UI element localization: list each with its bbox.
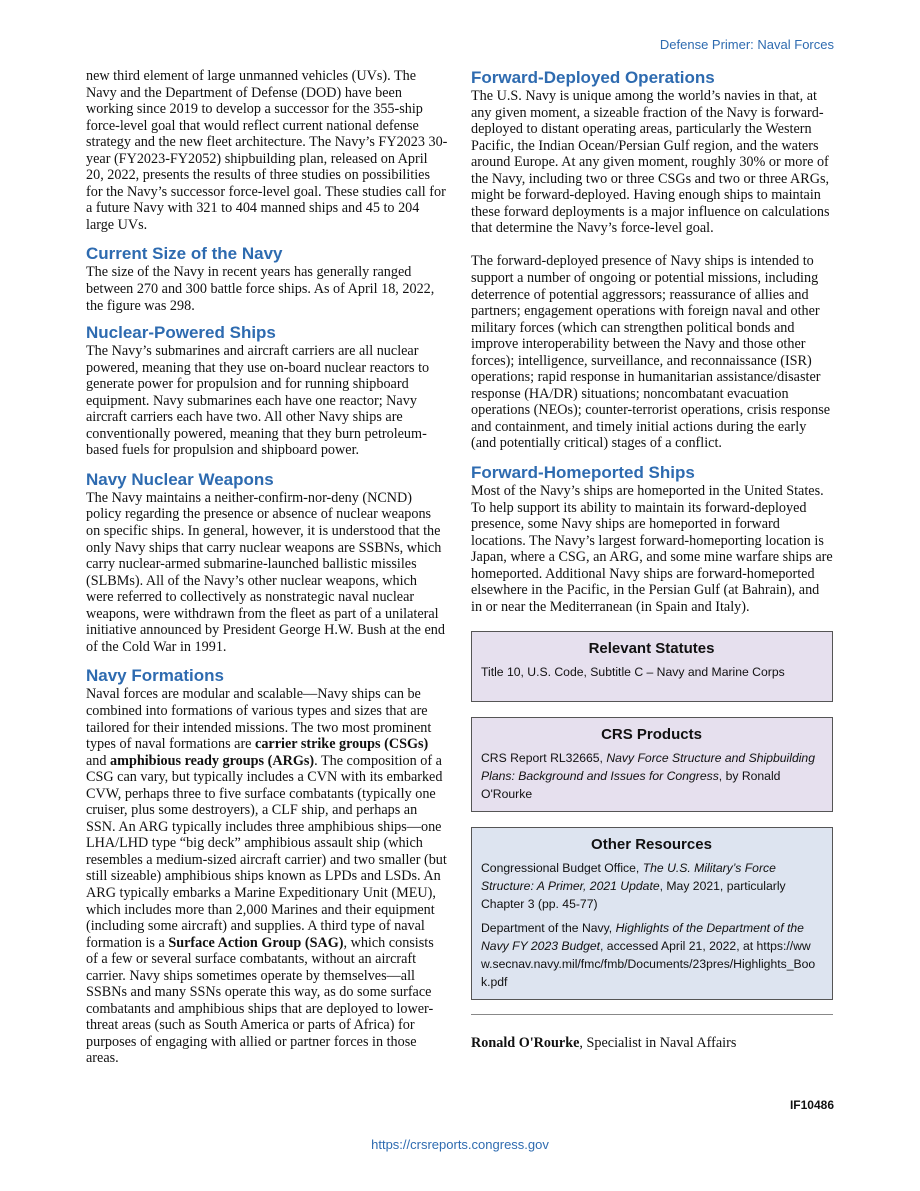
resource-item [481, 859, 822, 913]
resource-2-details: , accessed April 21, 2022, at https://www.secnav.navy.mil/fmc/fmb/Documents/23pres/Highlights_Book.pdf [481, 939, 816, 990]
resource-1-prefix: Congressional Budget Office, [481, 861, 643, 876]
heading-navy-formations: Navy Formations [86, 666, 224, 686]
navy-formations-paragraph [86, 686, 448, 1067]
author-name: Ronald O'Rourke [471, 1035, 580, 1052]
heading-nuclear-weapons: Navy Nuclear Weapons [86, 469, 274, 489]
product-title: Navy Force Structure and Shipbuilding Plans: Background and Issues for Congress [481, 751, 815, 784]
formations-text-3: . The composition of a CSG can vary, but typically includes a CVN with its embarked CVW, perhaps three to five surface combatants (typically one cruiser, plus some destroyers), a CLF ship, and perhaps an SSN. An ARG typically includes three amphibious ships—one LHA/LHD type “big deck” amphibious assault ship (which resembles a medium-sized aircraft carrier) and two smaller (but still sizeable) amphibious ships known as LPDs and LSDs. An ARG typically embarks a Marine Expeditionary Unit (MEU), which includes more than 2,000 Marines and their equipment (including some aircraft) and supplies. A third type of naval formation is a [86, 752, 447, 951]
crs-products-box [471, 717, 833, 812]
footer-url[interactable]: https://crsreports.congress.gov [371, 1137, 549, 1152]
formations-text-4: , which consists of a few or several surface combatants, without an aircraft carrier. Navy ships sometimes operate by themselves—all SSBNs and many SSNs operate this way, as do some surface combatants and amphibious ships that are deployed to lower-threat areas (such as South America or parts of Africa) for purposes of engaging with allied or partner forces in those areas. [86, 934, 434, 1067]
other-resources-box [471, 827, 833, 1000]
relevant-statutes-title: Relevant Statutes [588, 640, 715, 658]
forward-deployed-paragraph-1: The U.S. Navy is unique among the world’s navies in that, at any given moment, a sizeable fraction of the Navy is forward-deployed to distant operating areas, particularly the Western Pacific, the Indian Ocean/Persian Gulf region, and the waters around Europe. At any given moment, roughly 30% or more of the Navy, including two or three CSGs and two or three ARGs, might be forward-deployed. Having enough ships to maintain these forward deployments is a major influence on calculations that determine the Navy’s force-level goal. [471, 88, 830, 237]
resource-2-title: Highlights of the Department of the Navy FY 2023 Budget [481, 921, 804, 954]
author-line [471, 1035, 833, 1052]
forward-homeported-paragraph: Most of the Navy’s ships are homeported in the United States. To help support its ability to maintain its forward-deployed presence, some Navy ships are homeported in forward locations. The Navy’s largest forward-homeporting location is Japan, where a CSG, an ARG, and some mine warfare ships are homeported. Additional Navy ships are forward-homeported elsewhere in the Pacific, in the Persian Gulf (at Bahrain), and in or near the Mediterranean (in Spain and Italy). [471, 482, 833, 615]
other-resources-title: Other Resources [591, 836, 712, 854]
formations-text-2: and [86, 752, 111, 769]
product-code: IF10486 [789, 1098, 834, 1112]
statutes-item: Title 10, U.S. Code, Subtitle C – Navy and Marine Corps [481, 665, 785, 680]
forward-deployed-paragraph-2: The forward-deployed presence of Navy ships is intended to support a number of ongoing or potential missions, including deterrence of potential aggressors; reassurance of allies and partners; engagement operations with foreign naval and other military forces (which can strengthen political bonds and improve interoperability between the Navy and those other forces); intelligence, surveillance, and reconnaissance (ISR) operations; rapid response in humanitarian assistance/disaster response (HA/DR) situations; noncombatant evacuation operations (NEOs); counter-terrorist operations, crisis response and containment, and timely initial actions during the early (and potentially critical) stages of a conflict. [471, 253, 831, 452]
resource-1-details: , May 2021, particularly Chapter 3 (pp. 45-77) [481, 879, 786, 912]
sag-term: Surface Action Group (SAG) [168, 934, 344, 951]
crs-product-item [481, 749, 822, 803]
nuclear-powered-paragraph: The Navy’s submarines and aircraft carriers are all nuclear powered, meaning that they use on-board nuclear reactors to generate power for propulsion and for running shipboard equipment. Navy submarines each have one reactor; Navy aircraft carriers each have two. All other Navy ships are conventionally powered, meaning that they burn petroleum-based fuels for propulsion and shipboard power. [86, 343, 430, 459]
right-column [471, 67, 833, 1052]
heading-nuclear-powered: Nuclear-Powered Ships [86, 323, 276, 343]
product-prefix: CRS Report RL32665, [481, 751, 607, 766]
resource-item [481, 919, 822, 991]
arg-term: amphibious ready groups (ARGs) [110, 752, 315, 769]
heading-forward-homeported: Forward-Homeported Ships [471, 462, 695, 482]
left-column [86, 68, 448, 1067]
resource-1-title: The U.S. Military’s Force Structure: A Primer, 2021 Update [481, 861, 776, 894]
author-role: , Specialist in Naval Affairs [579, 1035, 737, 1052]
heading-forward-deployed: Forward-Deployed Operations [471, 68, 715, 87]
crs-products-title: CRS Products [601, 726, 702, 744]
running-header: Defense Primer: Naval Forces [659, 37, 834, 52]
intro-paragraph: new third element of large unmanned vehicles (UVs). The Navy and the Department of Defense (DOD) have been working since 2019 to develop a successor for the 355-ship force-level goal that would reflect current national defense strategy and the new fleet architecture. The Navy’s FY2023 30-year (FY2023-FY2052) shipbuilding plan, released on April 20, 2022, presents the results of three studies on possibilities for the Navy’s successor force-level goal. These studies call for a future Navy with 321 to 404 manned ships and 45 to 204 large UVs. [86, 68, 448, 233]
resource-2-prefix: Department of the Navy, [481, 921, 616, 936]
relevant-statutes-box [471, 631, 833, 702]
csg-term: carrier strike groups (CSGs) [255, 736, 429, 753]
divider [471, 1014, 833, 1015]
current-size-paragraph: The size of the Navy in recent years has generally ranged between 270 and 300 battle force ships. As of April 18, 2022, the figure was 298. [86, 264, 435, 314]
heading-current-size: Current Size of the Navy [86, 244, 283, 264]
product-author: , by Ronald O'Rourke [481, 769, 781, 802]
nuclear-weapons-paragraph: The Navy maintains a neither-confirm-nor-deny (NCND) policy regarding the presence or absence of nuclear weapons on specific ships. In general, however, it is understood that the only Navy ships that carry nuclear weapons are SSBNs, which carry nuclear-armed submarine-launched ballistic missiles (SLBMs). All of the Navy’s other nuclear weapons, which were referred to collectively as nonstrategic naval nuclear weapons, were withdrawn from the fleet as part of a unilateral initiative announced by President George H.W. Bush at the end of the Cold War in 1991. [86, 489, 445, 655]
formations-text-1: Naval forces are modular and scalable—Navy ships can be combined into formations of various types and sizes that are tailored for their intended missions. The two most prominent types of naval formations are [86, 686, 432, 753]
